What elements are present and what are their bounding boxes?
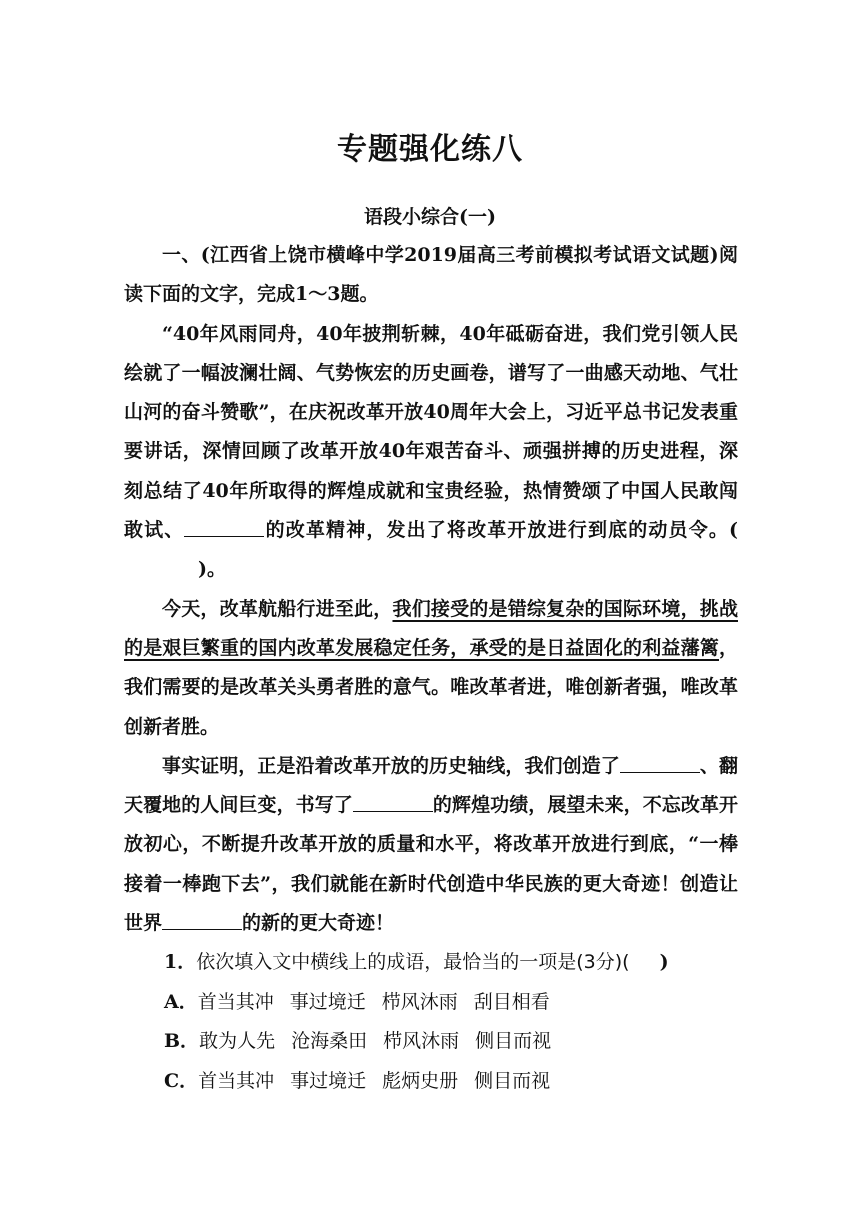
question-close-paren: ) <box>659 951 669 974</box>
paragraph-3-text-b: 、翻天覆地的人间巨变，书写了 <box>124 754 738 817</box>
paragraph-1-text-a: “40年风雨同舟，40年披荆斩棘，40年砥砺奋进，我们党引领人民绘就了一幅波澜壮阔、气势恢宏的历史画卷，谱写了一曲感天动地、气壮山河的奋斗赞歌”，在庆祝改革开放40周年大会上，习近平总书记发表重要讲话，深情回顾了改革开放40年艰苦奋斗、顽强拼搏的历史进程，深刻总结了40年所取得的辉煌成就和宝贵经验，热情赞颂了中国人民敢闯敢试、 <box>124 322 738 542</box>
paragraph-3-text-a: 事实证明，正是沿着改革开放的历史轴线，我们创造了 <box>162 754 620 777</box>
section-instruction: 阅读下面的文字，完成1～3题。 <box>124 244 738 306</box>
option-item: 敢为人先 <box>199 1030 276 1053</box>
paragraph-2 <box>124 590 738 747</box>
question-1 <box>124 943 738 983</box>
paragraph-2-text-a: 今天，改革航船行进至此， <box>162 597 393 620</box>
option-c <box>124 1062 738 1102</box>
option-item: 首当其冲 <box>197 990 274 1013</box>
section-heading <box>124 236 738 315</box>
option-item: 侧目而视 <box>475 1030 552 1053</box>
option-item: 刮目相看 <box>473 990 550 1013</box>
option-label: C． <box>164 1069 199 1092</box>
paragraph-1-text-b: 的改革精神，发出了将改革开放进行到底的动员令。( <box>264 519 738 542</box>
option-item: 沧海桑田 <box>291 1030 368 1053</box>
option-item: 侧目而视 <box>474 1069 551 1092</box>
fill-blank-3 <box>353 792 433 812</box>
section-label: 一、 <box>162 244 201 266</box>
option-b <box>124 1022 738 1062</box>
page-title: 专题强化练八 <box>337 132 523 167</box>
option-item: 彪炳史册 <box>382 1069 459 1092</box>
paragraph-3 <box>124 747 738 943</box>
question-text: 依次填入文中横线上的成语，最恰当的一项是(3分)( <box>196 951 630 974</box>
paragraph-3-text-d: 的新的更大奇迹！ <box>242 912 395 935</box>
option-item: 事过境迁 <box>289 990 366 1013</box>
option-label: B． <box>164 1030 200 1053</box>
option-item: 首当其冲 <box>198 1069 275 1092</box>
paragraph-2-text-b: ，我们需要的是改革关头勇者胜的意气。唯改革者进，唯创新者强，唯改革创新者胜。 <box>124 636 738 738</box>
question-number: 1． <box>164 951 197 974</box>
document-body <box>124 236 738 1101</box>
fill-blank-2 <box>620 753 700 773</box>
option-a <box>124 983 738 1023</box>
section-source: (江西省上饶市横峰中学2019届高三考前模拟考试语文试题) <box>200 244 719 266</box>
section-subtitle: 语段小综合(一) <box>364 206 496 228</box>
option-label: A． <box>164 990 198 1013</box>
paragraph-1 <box>124 315 738 590</box>
option-item: 栉风沐雨 <box>381 990 458 1013</box>
option-item: 栉风沐雨 <box>383 1030 460 1053</box>
paragraph-3-text-c: 的辉煌功绩，展望未来，不忘改革开放初心，不断提升改革开放的质量和水平，将改革开放进行到底，“一棒接着一棒跑下去”，我们就能在新时代创造中华民族的更大奇迹！创造让世界 <box>124 794 738 935</box>
underlined-sentence: 我们接受的是错综复杂的国际环境，挑战的是艰巨繁重的国内改革发展稳定任务，承受的是日益固化的利益藩篱 <box>124 597 738 659</box>
option-item: 事过境迁 <box>290 1069 367 1092</box>
fill-blank-4 <box>162 910 242 930</box>
paragraph-1-text-c: )。 <box>198 558 226 581</box>
fill-blank-1 <box>184 517 264 537</box>
